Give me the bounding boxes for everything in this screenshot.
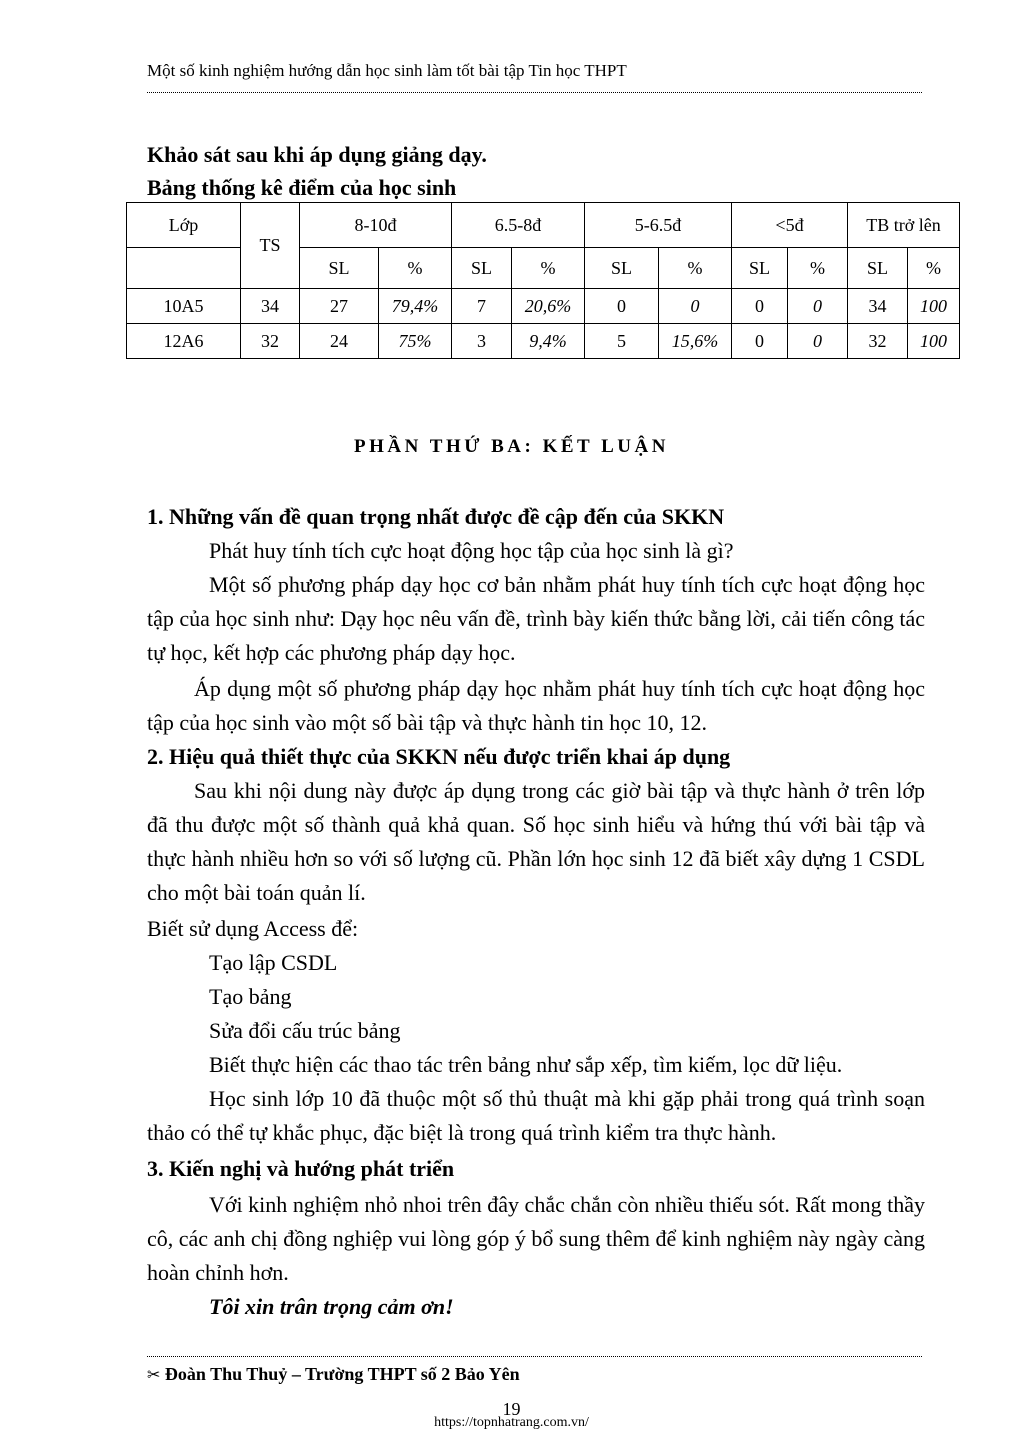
cell-pct: 15,6% xyxy=(659,324,732,359)
paragraph: Học sinh lớp 10 đã thuộc một số thủ thuật mà khi gặp phải trong quá trình soạn thảo có thể tự khắc phục, đặc biệt là trong quá trình kiểm tra thực hành. xyxy=(147,1086,925,1145)
table-row xyxy=(127,289,960,324)
section-title: PHẦN THỨ BA: KẾT LUẬN xyxy=(354,436,669,457)
header-divider xyxy=(147,92,922,93)
cell-pct: 0 xyxy=(659,289,732,324)
paragraph: Phát huy tính tích cực hoạt động học tập của học sinh là gì? xyxy=(209,538,734,563)
cell-sl: 0 xyxy=(732,289,788,324)
paragraph: Một số phương pháp dạy học cơ bản nhằm phát huy tính tích cực hoạt động học tập của học sinh như: Dạy học nêu vấn đề, trình bày kiến thức bằng lời, cải tiến công tác tự học, kết hợp các phương pháp dạy học. xyxy=(147,572,925,665)
header-lop: Lớp xyxy=(127,203,241,248)
paragraph: Áp dụng một số phương pháp dạy học nhằm phát huy tính tích cực hoạt động học tập của học sinh vào một số bài tập và thực hành tin học 10, 12. xyxy=(147,676,925,735)
subheader-empty xyxy=(127,248,241,289)
header-group-5-6-5: 5-6.5đ xyxy=(585,203,732,248)
subheader-pct: % xyxy=(512,248,585,289)
header-group-8-10: 8-10đ xyxy=(300,203,452,248)
cell-pct: 9,4% xyxy=(512,324,585,359)
cell-sl: 27 xyxy=(300,289,379,324)
scissors-icon: ✂ xyxy=(147,1365,161,1384)
table-header-row xyxy=(127,203,960,248)
list-item: Sửa đổi cấu trúc bảng xyxy=(209,1018,401,1043)
cell-ts: 34 xyxy=(241,289,300,324)
header-ts: TS xyxy=(241,203,300,289)
paragraph: Với kinh nghiệm nhỏ nhoi trên đây chắc chắn còn nhiều thiếu sót. Rất mong thầy cô, các anh chị đồng nghiệp vui lòng góp ý bổ sung thêm để kinh nghiệm này ngày càng hoàn chỉnh hơn. xyxy=(147,1192,925,1285)
subheader-pct: % xyxy=(908,248,960,289)
subheader-sl: SL xyxy=(848,248,908,289)
footer-author xyxy=(147,1362,520,1387)
subheader-sl: SL xyxy=(452,248,512,289)
cell-ts: 32 xyxy=(241,324,300,359)
footer-author-text: Đoàn Thu Thuỷ – Trường THPT số 2 Bảo Yên xyxy=(164,1364,520,1384)
cell-sl: 5 xyxy=(585,324,659,359)
subheader-pct: % xyxy=(659,248,732,289)
cell-lop: 12A6 xyxy=(127,324,241,359)
survey-heading: Khảo sát sau khi áp dụng giảng dạy. xyxy=(147,142,487,167)
cell-sl: 0 xyxy=(585,289,659,324)
footer-divider xyxy=(147,1356,922,1357)
cell-sl: 3 xyxy=(452,324,512,359)
cell-pct: 20,6% xyxy=(512,289,585,324)
cell-pct: 100 xyxy=(908,289,960,324)
cell-sl: 24 xyxy=(300,324,379,359)
subheader-pct: % xyxy=(379,248,452,289)
cell-sl: 32 xyxy=(848,324,908,359)
cell-pct: 0 xyxy=(788,289,848,324)
list-item: Biết thực hiện các thao tác trên bảng như sắp xếp, tìm kiếm, lọc dữ liệu. xyxy=(209,1052,843,1077)
cell-lop: 10A5 xyxy=(127,289,241,324)
subheader-sl: SL xyxy=(732,248,788,289)
section-2-heading: 2. Hiệu quả thiết thực của SKKN nếu được triển khai áp dụng xyxy=(147,744,731,769)
cell-sl: 0 xyxy=(732,324,788,359)
section-3-heading: 3. Kiến nghị và hướng phát triển xyxy=(147,1156,455,1181)
cell-sl: 7 xyxy=(452,289,512,324)
subheader-pct: % xyxy=(788,248,848,289)
cell-pct: 100 xyxy=(908,324,960,359)
cell-pct: 0 xyxy=(788,324,848,359)
table-row xyxy=(127,324,960,359)
cell-pct: 79,4% xyxy=(379,289,452,324)
list-item: Tạo lập CSDL xyxy=(209,950,338,975)
paragraph: Biết sử dụng Access để: xyxy=(147,916,359,941)
page-number: 19 xyxy=(502,1399,521,1419)
closing-thanks: Tôi xin trân trọng cảm ơn! xyxy=(209,1294,454,1319)
subheader-sl: SL xyxy=(300,248,379,289)
header-group-under-5: <5đ xyxy=(732,203,848,248)
table-caption: Bảng thống kê điểm của học sinh xyxy=(147,175,457,200)
cell-sl: 34 xyxy=(848,289,908,324)
score-statistics-table xyxy=(126,202,960,359)
subheader-sl: SL xyxy=(585,248,659,289)
header-group-6-5-8: 6.5-8đ xyxy=(452,203,585,248)
list-item: Tạo bảng xyxy=(209,984,292,1009)
paragraph: Sau khi nội dung này được áp dụng trong các giờ bài tập và thực hành ở trên lớp đã thu được một số thành quả khả quan. Số học sinh hiểu và hứng thú với bài tập và thực hành nhiều hơn so với số lượng cũ. Phần lớn học sinh 12 đã biết xây dựng 1 CSDL cho một bài toán quản lí. xyxy=(147,778,925,905)
header-group-tb-tro-len: TB trở lên xyxy=(848,203,960,248)
cell-pct: 75% xyxy=(379,324,452,359)
page-header-title: Một số kinh nghiệm hướng dẫn học sinh làm tốt bài tập Tin học THPT xyxy=(147,61,627,80)
section-1-heading: 1. Những vấn đề quan trọng nhất được đề cập đến của SKKN xyxy=(147,504,725,529)
footer-url[interactable]: https://topnhatrang.com.vn/ xyxy=(434,1415,589,1430)
